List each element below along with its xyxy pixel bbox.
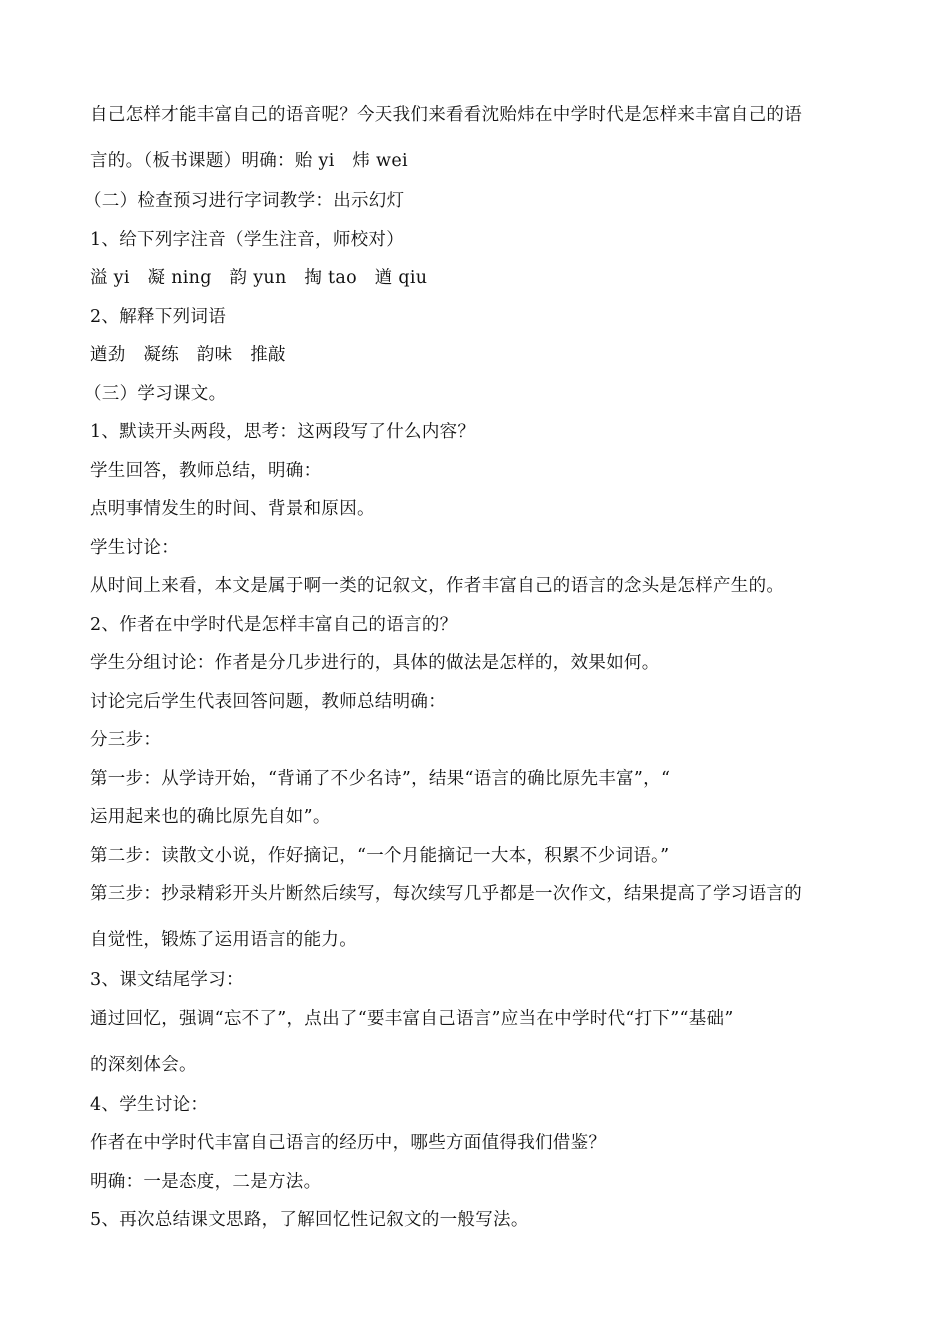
document-body [84,96,865,1240]
paragraph-line: 从时间上来看，本文是属于啊一类的记叙文，作者丰富自己的语言的念头是怎样产生的。 [90,576,785,596]
paragraph-line: 的深刻体会。 [90,1054,197,1075]
paragraph-line: 第二步：读散文小说，作好摘记，“一个月能摘记一大本，积累不少词语。” [90,845,670,866]
paragraph-line: 学生回答，教师总结，明确： [90,460,322,481]
paragraph-line: 分三步： [90,730,162,750]
paragraph-line: 学生分组讨论：作者是分几步进行的，具体的做法是怎样的，效果如何。 [90,653,660,673]
paragraph-line: 第三步：抄录精彩开头片断然后续写，每次续写几乎都是一次作文，结果提高了学习语言的 [90,884,802,904]
paragraph-line: 通过回忆，强调“忘不了”，点出了“要丰富自己语言”应当在中学时代“打下”“基础” [90,1008,734,1029]
list-item: 4、学生讨论： [90,1094,209,1115]
paragraph-line: 点明事情发生的时间、背景和原因。 [90,499,375,519]
list-item: 3、课文结尾学习： [90,970,244,990]
paragraph-line: 自己怎样才能丰富自己的语音呢？今天我们来看看沈贻炜在中学时代是怎样来丰富自己的语 [90,105,802,125]
paragraph-line: 讨论完后学生代表回答问题，教师总结明确： [90,691,446,712]
paragraph-line: 明确：一是态度，二是方法。 [90,1171,322,1192]
list-item: 2、解释下列词语 [90,306,227,327]
paragraph-line: 言的。（板书课题）明确：贻 yi 炜 wei [90,151,408,171]
paragraph-line: 第一步：从学诗开始，“背诵了不少名诗”，结果“语言的确比原先丰富”，“ [90,768,671,789]
list-item: 2、作者在中学时代是怎样丰富自己的语言的？ [90,614,458,635]
list-item: 1、给下列字注音（学生注音，师校对） [90,229,405,250]
paragraph-line: 学生讨论： [90,537,179,558]
section-heading: （三）学习课文。 [84,383,227,404]
list-item: 5、再次总结课文思路，了解回忆性记叙文的一般写法。 [90,1210,529,1230]
vocabulary-line: 遒劲 凝练 韵味 推敲 [90,345,286,365]
pinyin-line: 溢 yi 凝 ning 韵 yun 掏 tao 遒 qiu [90,268,428,288]
list-item: 1、默读开头两段，思考：这两段写了什么内容？ [90,422,476,442]
paragraph-line: 作者在中学时代丰富自己语言的经历中，哪些方面值得我们借鉴？ [90,1133,607,1153]
paragraph-line: 运用起来也的确比原先自如”。 [90,807,331,827]
paragraph-line: 自觉性，锻炼了运用语言的能力。 [90,930,357,950]
section-heading: （二）检查预习进行字词教学：出示幻灯 [84,191,405,211]
